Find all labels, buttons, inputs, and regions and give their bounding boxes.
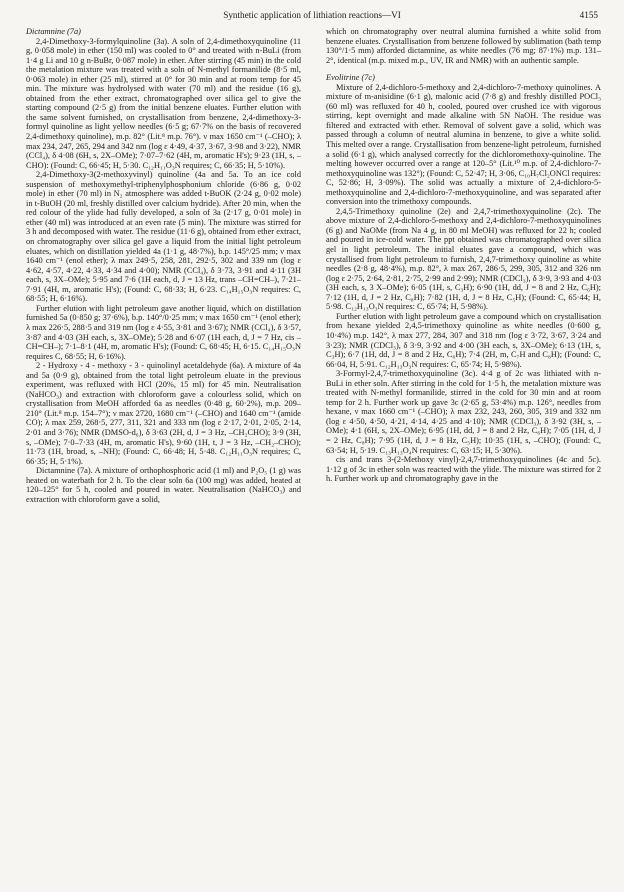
section-heading: Dictamnine (7a) [26, 27, 81, 36]
paragraph: Further elution with light petroleum gave a compound which on crystallisation from hexane yielded 2,4,5-trimethoxy quinoline as white needles (0·600 g, 10·4%) m.p. 142°, λ max 277, 284, 307 and 318 nm (log ε 3·72, 3·67, 3·24 and 3·23); NMR (CDCl₃), δ 3·9, 3·92 and 4·00 (3H each, s, 3X–OMe); 6·13 (1H, s, C₃H); 6·7 (1H, dd, J = 8 and 2 Hz, C₆H); 7·4 (2H, m, C₇H and C₈H); (Found: C, 66·04, H, 5·91. C₁₂H₁₃O₃N requires: C, 65·74; H, 5·98%). [326, 311, 601, 369]
paragraph: 2,4-Dimethoxy-3(2-methoxyvinyl) quinoline (4a and 5a. To an ice cold suspension of methoxymethyl-triphenylphosphonium chloride (6·86 g, 0·02 mole) in ether (70 ml) in N₂ atmosphere was added t-BuOK (2·24 g, 0·02 mole) in t-BuOH (20 ml, freshly distilled over calcium hydride). After 20 min, when the red colour of the ylide had fully developed, a soln of 3a (2·17 g, 0·01 mole) in ether (40 ml) was introduced at an even rate (5 min). The mixture was stirred for 3 h and decomposed with water. The residue (11·6 g), obtained from ether extract, on chromatography over silica gel gave a liquid from the initial light petroleum eluates, which on distillation yielded 4a (1·1 g, 48·7%), b.p. 145°/25 mm; ν max 1640 cm⁻¹ (enol ether); λ max 249·5, 258, 281, 292·5, 302 and 339 nm (log ε 4·62, 4·57, 4·22, 4·33, 4·34 and 4·00); NMR (CCl₄), δ 3·73, 3·91 and 4·11 (3H each, s, 3X–OMe); 5·95 and 7·6 (1H each, d, J = 13 Hz, trans –CH=CH–), 7·21–7·91 (4H, m, aromatic H's); (Found: C, 68·33; H, 6·23. C₁₄H₁₅O₃N requires: C, 68·55; H, 6·16%). [26, 170, 301, 304]
paragraph: Dictamnine (7a). A mixture of orthophosphoric acid (1 ml) and P₂O₅ (1 g) was heated on waterbath for 2 h. To the clear soln 6a (100 mg) was added, heated at 120–125° for 5 h, cooled and poured in water. Neutralisation (NaHCO₃) and extraction with chloroform gave a solid, [26, 466, 301, 504]
paragraph: cis and trans 3-(2-Methoxy vinyl)-2,4,7-trimethoxyquinolines (4c and 5c). 1·12 g of 3c in ether soln was reacted with the ylide. The mixture was stirred for 2 h. Further work up and chromatography gave in the [326, 455, 601, 484]
paragraph: 2 - Hydroxy - 4 - methoxy - 3 - quinolinyl acetaldehyde (6a). A mixture of 4a and 5a (0·9 g), obtained from the total light petroleum eluate in the previous experiment, was refluxed with HCl (20%, 15 ml) for 45 min. Neutralisation (NaHCO₃) and extraction with chloroform gave a colourless solid, which on crystallisation from MeOH afforded 6a as needles (0·48 g, 60·2%), m.p. 209–210° (Lit.⁸ m.p. 154–7°); ν max 2720, 1680 cm⁻¹ (–CHO) and 1640 cm⁻¹ (amide CO); λ max 259, 268·5, 277, 311, 321 and 333 nm (log ε 2·17, 2·01, 2·05, 2·14, 2·01 and 3·76); NMR (DMSO-d₆), δ 3·63 (2H, d, J = 3 Hz, –CH₂CHO); 3·9 (3H, s, –OMe); 7·0–7·33 (4H, m, aromatic H's), 9·60 (1H, t, J = 3 Hz, –CH₂–CHO); 11·73 (1H, broad, s, –NH); (Found: C, 66·48; H, 5·48. C₁₂H₁₁O₃N requires; C, 66·35; H, 5·1%). [26, 361, 301, 466]
paragraph: Mixture of 2,4-dichloro-5-methoxy and 2,4-dichloro-7-methoxy quinolines. A mixture of m-anisidine (6·1 g), malonic acid (7·8 g) and freshly distilled POCl₃ (60 ml) was refluxed for 40 h, cooled, poured over crushed ice with vigorous stirring, kept overnight and made alkaline with 5N NaOH. The residue was filtered and extracted with ether. Removal of solvent gave a solid, which was passed through a column of neutral alumina in benzene, to give a white solid. This melted over a range. Crystallisation from benzene-light petroleum, furnished a solid (6·1 g), which analysed correctly for the dichloromethoxy-quinoline. The melting however occurred over a range at 120–5° (Lit.¹⁰ m.p. of 2,4-dichloro-7-methoxyquinoline was 132°); (Found: C, 52·47; H, 3·06, C₁₀H₇Cl₂ONCl requires: C, 52·86; H, 3·09%). The solid was actually a mixture of 2,4-dichloro-5-methoxyquinoline and 2,4-dichloro-7-methoxyquinoline, and was separated after conversion into the trimethoxy compounds. [326, 82, 602, 207]
paragraph: 3-Formyl-2,4,7-trimethoxyquinoline (3c). 4·4 g of 2c was lithiated with n-BuLi in ether soln. After stirring in the cold for 1·5 h, the metalation mixture was treated with N-methyl formanilide, stirred in the cold for 30 min and at room temp for 2 h. Further work up gave 3c (2·65 g, 53·4%) m.p. 126°, needles from hexane, ν max 1660 cm⁻¹ (–CHO); λ max 232, 243, 260, 305, 319 and 332 nm (log ε 4·50, 4·50, 4·21, 4·14, 4·25 and 4·10); NMR (CDCl₃), δ 3·92 (3H, s, –OMe); 4·1 (6H, s, 2X–OMe); 6·95 (1H, dd, J = 8 and 2 Hz, C₆H); 7·05 (1H, d, J = 2 Hz, C₈H); 7·95 (1H, d, J = 8 Hz, C₅H); 10·35 (1H, s, –CHO); (Found: C, 63·54; H, 5·19. C₁₃H₁₃O₄N requires: C, 63·15; H, 5·30%). [326, 369, 601, 455]
left-column [26, 27, 301, 504]
paragraph: Further elution with light petroleum gave another liquid, which on distillation furnished 5a (0·850 g; 37·6%), b.p. 140°/0·25 mm; ν max 1650 cm⁻¹ (enol ether); λ max 226·5, 288·5 and 319 nm (log ε 4·55, 3·81 and 3·67); NMR (CCl₄), δ 3·57, 3·87 and 4·03 (3H each, s, 3X–OMe); 5·28 and 6·07 (1H each, d, J = 7 Hz, cis –CH=CH–); 7·1–8·1 (4H, m, aromatic H's); (Found: C, 68·45; H, 6·15. C₁₄H₁₅O₃N requires C, 68·55; H, 6·16%). [26, 303, 301, 361]
right-column [326, 27, 601, 484]
running-header [0, 9, 624, 21]
section-heading: Evolitrine (7c) [326, 73, 375, 83]
paragraph: 2,4,5-Trimethoxy quinoline (2e) and 2,4,7-trimethoxyquinoline (2c). The above mixture of 2,4-dichloro-5-methoxy and 2,4-dichloro-7-methoxyquinolines (6 g) and NaOMe (from Na 4 g, in 80 ml MeOH) was refluxed for 22 h; cooled and poured in ice-cold water. The ppt obtained was chromatographed over silica gel in light petroleum. The initial eluates gave a compound, which was crystallised from light petroleum to furnish, 2,4,7-trimethoxy quinoline as white needles (2·8 g, 48·4%), m.p. 82°, λ max 267, 286·5, 299, 305, 312 and 326 nm (log ε 2·75, 2·64, 2·81, 2·75, 2·99 and 2·99); NMR (CDCl₃), δ 3·9, 3·93 and 4·03 (3H each, s, 3 X–OMe); 6·05 (1H, s, C₃H); 6·90 (1H, dd, J = 8 and 2 Hz, C₆H); 7·12 (1H, d, J = 2 Hz, C₈H); 7·82 (1H, d, J = 8 Hz, C₅H); (Found: C, 65·44; H, 5·98. C₁₂H₁₃O₃N requires: C, 65·74; H, 5·98%). [326, 206, 601, 312]
paragraph: 2,4-Dimethoxy-3-formylquinoline (3a). A soln of 2,4-dimethoxyquinoline (11 g, 0·058 mole) in ether (150 ml) was cooled to 0° and treated with n-BuLi (from 1·4 g Li and 10 g n-BuBr, 0·087 mole) in ether. After stirring (45 min) in the cold the metalation mixture was treated with a soln of N-methyl formanilide (8·5 ml, 0·063 mole) in ether (25 ml), stirred at 0° for 30 min and at room temp for 45 min. The mixture was hydrolysed with water (70 ml) and the residue (16 g), obtained from the ether extract, chromatographed over silica gel to give the starting compound (2·5 g) from the initial benzene eluates. Further elution with the same solvent furnished, on crystallisation from benzene, 2,4-dimethoxy-3-formyl quinoline as light yellow needles (6·5 g; 67·7% on the basis of recovered 2,4-dimethoxy quinoline), m.p. 82° (Lit.⁸ m.p. 76°). ν max 1650 cm⁻¹ (–CHO); λ max 234, 247, 265, 294 and 342 nm (log ε 4·49, 4·37, 3·67, 3·98 and 3·22), NMR (CCl₄), δ 4·08 (6H, s, 2X–OMe); 7·07–7·62 (4H, m, aromatic H's); 9·23 (1H, s, –CHO): (Found: C, 66·45; H, 5·30. C₁₂H₁₁O₃N requires; C, 66·35; H, 5·10%). [26, 36, 301, 170]
running-title: Synthetic application of lithiation reactions—VI [223, 10, 401, 20]
paragraph: which on chromatography over neutral alumina furnished a white solid from benzene eluates. Crystallisation from benzene followed by sublimation (bath temp 130°/1·5 mm) afforded dictamnine, as white needles (76 mg; 87·1%) m.p. 131–2°, identical (m.p. mixed m.p., UV, IR and NMR) with an authentic sample. [326, 27, 601, 65]
page-number: 4155 [579, 10, 598, 20]
